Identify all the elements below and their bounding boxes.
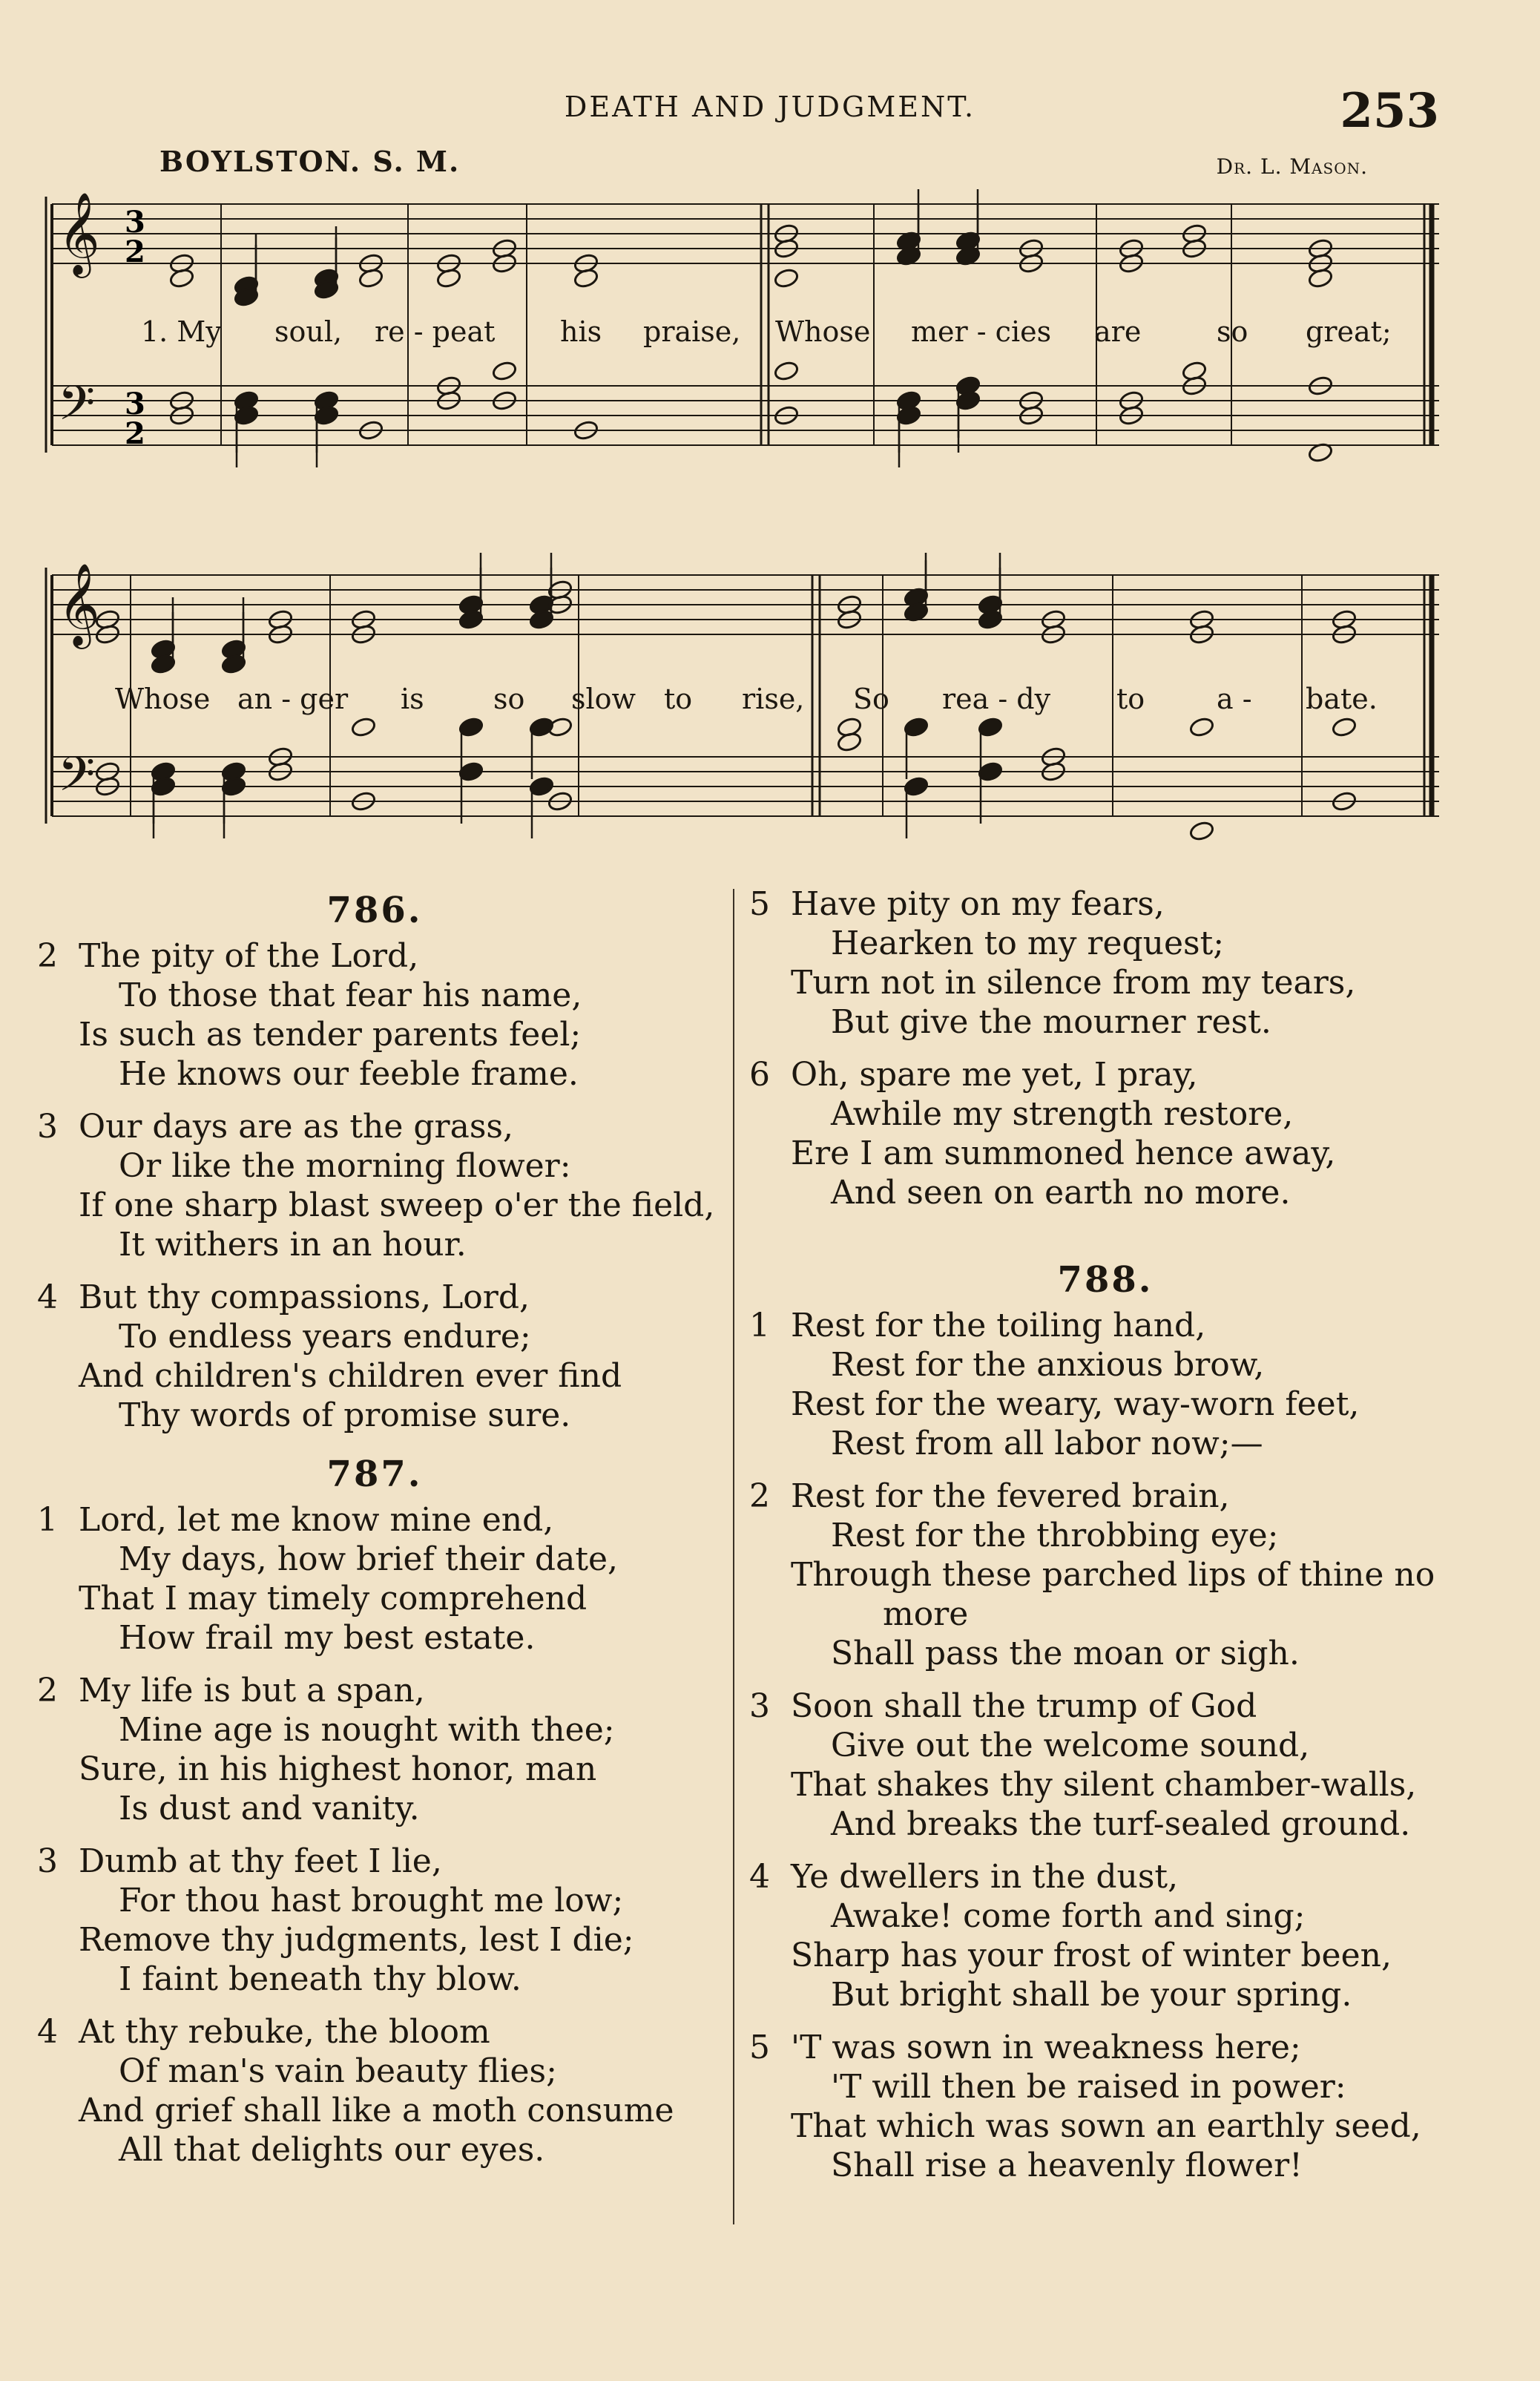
verse-number: 6 <box>749 1056 770 1094</box>
lyric-syllable: to <box>664 683 693 715</box>
stanza <box>749 1055 1461 1212</box>
lyric-syllable: a - <box>1217 683 1252 715</box>
stanza <box>37 2012 712 2170</box>
verse-line: To those that fear his name, <box>119 976 582 1014</box>
verse-line: Have pity on my fears, <box>791 885 1165 923</box>
lyric-syllable: so <box>493 683 525 715</box>
stanza <box>37 1107 715 1264</box>
lyric-syllable: his <box>560 315 602 348</box>
verse-number: 4 <box>749 1858 770 1896</box>
verse-line: At thy rebuke, the bloom <box>79 2013 490 2051</box>
verse-number: 3 <box>37 1842 58 1880</box>
verse-number: 1 <box>749 1307 770 1344</box>
verse-line: Rest for the toiling hand, <box>791 1307 1206 1344</box>
treble-clef: 𝄞 <box>58 191 100 275</box>
lyric-syllable: slow <box>571 683 636 715</box>
verse-line: For thou hast brought me low; <box>119 1882 624 1919</box>
stanza <box>749 1306 1461 1463</box>
verse-line: Thy words of promise sure. <box>119 1396 571 1434</box>
verse-line: Or like the morning flower: <box>119 1147 571 1185</box>
time-signature-top: 3 <box>125 205 145 240</box>
verse-line: Give out the welcome sound, <box>831 1727 1310 1764</box>
stanza <box>749 884 1461 1042</box>
verse-line: But give the mourner rest. <box>831 1003 1271 1041</box>
bass-clef: 𝄢 <box>58 747 96 814</box>
verse-number: 2 <box>749 1477 770 1515</box>
verse-line: Dumb at thy feet I lie, <box>79 1842 442 1880</box>
verse-line: Oh, spare me yet, I pray, <box>791 1056 1198 1094</box>
lyric-syllable: great; <box>1306 315 1392 348</box>
verse-line: But thy compassions, Lord, <box>79 1278 530 1316</box>
lyric-syllable: mer - cies <box>911 315 1052 348</box>
left-column <box>37 884 715 2183</box>
verse-line: Is dust and vanity. <box>119 1790 420 1827</box>
right-column <box>749 884 1461 2198</box>
lyric-syllable: to <box>1116 683 1145 715</box>
verse-line: I faint beneath thy blow. <box>119 1960 521 1998</box>
verse-line: My days, how brief their date, <box>119 1540 619 1578</box>
verse-line: Rest for the fevered brain, <box>791 1477 1230 1515</box>
verse-line: All that delights our eyes. <box>119 2131 545 2169</box>
verse-line: more <box>883 1595 969 1633</box>
verse-line: Of man's vain beauty flies; <box>119 2052 557 2090</box>
bass-note <box>773 360 799 381</box>
column-divider <box>733 889 734 2224</box>
verse-line: Sharp has your frost of winter been, <box>791 1937 1392 1974</box>
hymn-number: 787. <box>326 1454 423 1495</box>
verse-line: That shakes thy silent chamber-walls, <box>791 1766 1417 1804</box>
treble-note <box>773 267 799 289</box>
stanza <box>37 1278 712 1435</box>
verse-line: Mine age is nought with thee; <box>119 1711 615 1749</box>
time-signature-bottom: 2 <box>125 416 145 451</box>
lyric-syllable: rise, <box>742 683 805 715</box>
verse-line: Soon shall the trump of God <box>791 1687 1257 1725</box>
verse-number: 2 <box>37 1672 58 1710</box>
verse-line: Lord, let me know mine end, <box>79 1501 554 1539</box>
lyric-syllable: bate. <box>1306 683 1378 715</box>
verse-line: Ye dwellers in the dust, <box>791 1858 1179 1896</box>
lyric-syllable: an - ger <box>237 683 349 715</box>
stanza <box>37 1842 712 1999</box>
verse-line: And children's children ever find <box>79 1357 622 1395</box>
verse-line: It withers in an hour. <box>119 1226 467 1264</box>
verse-line: Through these parched lips of thine no <box>791 1556 1435 1594</box>
stanza <box>37 1500 712 1658</box>
lyrics-system-2 <box>0 683 1540 720</box>
lyric-syllable: so <box>1217 315 1248 348</box>
time-signature-top: 3 <box>125 387 145 421</box>
stanza <box>37 936 712 1094</box>
tune-name: BOYLSTON. S. M. <box>159 145 461 178</box>
lyric-syllable: re - peat <box>375 315 496 348</box>
lyric-syllable: are <box>1094 315 1142 348</box>
verse-line: If one sharp blast sweep o'er the field, <box>79 1186 715 1224</box>
bass-note <box>1188 820 1214 841</box>
bass-note <box>491 360 517 381</box>
lyric-syllable: Whose <box>115 683 211 715</box>
verse-number: 4 <box>37 1278 58 1316</box>
verse-line: To endless years endure; <box>119 1318 531 1356</box>
verse-line: Rest for the anxious brow, <box>831 1346 1265 1384</box>
verse-number: 3 <box>749 1687 770 1725</box>
verse-line: 'T was sown in weakness here; <box>791 2029 1301 2066</box>
verse-line: That I may timely comprehend <box>79 1580 588 1618</box>
verse-line: Our days are as the grass, <box>79 1108 513 1146</box>
hymn-number: 788. <box>1057 1259 1154 1301</box>
verse-number: 4 <box>37 2013 58 2051</box>
verse-line: Sure, in his highest honor, man <box>79 1750 597 1788</box>
hymn-787 <box>37 1500 712 2170</box>
lyric-syllable: is <box>401 683 424 715</box>
verse-line: Is such as tender parents feel; <box>79 1016 582 1054</box>
time-signature-bottom: 2 <box>125 234 145 269</box>
verse-line: Ere I am summoned hence away, <box>791 1134 1336 1172</box>
verse-line: And breaks the turf-sealed ground. <box>831 1805 1411 1843</box>
verse-line: He knows our feeble frame. <box>119 1055 579 1093</box>
hymn-786 <box>37 936 715 1435</box>
stanza <box>37 1671 712 1828</box>
verse-number: 1 <box>37 1501 58 1539</box>
verse-line: Rest for the weary, way-worn feet, <box>791 1385 1360 1423</box>
verse-line: The pity of the Lord, <box>79 937 419 975</box>
stanza <box>749 1477 1461 1673</box>
verse-line: That which was sown an earthly seed, <box>791 2107 1421 2145</box>
hymn-788 <box>749 1306 1461 2185</box>
stanza <box>749 1687 1461 1844</box>
treble-clef: 𝄞 <box>58 562 100 646</box>
verse-line: How frail my best estate. <box>119 1619 536 1657</box>
page-number: 253 <box>1340 83 1439 139</box>
lyric-syllable: praise, <box>643 315 741 348</box>
lyric-syllable: 1. My <box>141 315 222 348</box>
verse-number: 3 <box>37 1108 58 1146</box>
lyric-syllable: soul, <box>274 315 343 348</box>
verse-line: My life is but a span, <box>79 1672 425 1710</box>
verse-line: Awhile my strength restore, <box>831 1095 1294 1133</box>
verse-line: Turn not in silence from my tears, <box>791 964 1356 1002</box>
lyric-syllable: rea - dy <box>942 683 1051 715</box>
verse-line: Remove thy judgments, lest I die; <box>79 1921 634 1959</box>
lyrics-system-1 <box>0 315 1540 352</box>
verse-line: Shall pass the moan or sigh. <box>831 1635 1300 1672</box>
verse-line: Rest from all labor now;— <box>831 1425 1263 1462</box>
verse-line: Awake! come forth and sing; <box>831 1897 1306 1935</box>
verse-line: 'T will then be raised in power: <box>831 2068 1346 2106</box>
verse-line: And seen on earth no more. <box>831 1174 1291 1212</box>
music-system-2 <box>45 553 1447 887</box>
verse-number: 5 <box>749 885 770 923</box>
verse-number: 2 <box>37 937 58 975</box>
bass-clef: 𝄢 <box>58 376 96 443</box>
hymn-number: 786. <box>326 890 423 931</box>
verse-number: 5 <box>749 2029 770 2066</box>
stanza <box>749 1857 1461 2014</box>
verse-line: Hearken to my request; <box>831 925 1225 962</box>
verse-line: Shall rise a heavenly flower! <box>831 2147 1303 2184</box>
verse-line: Rest for the throbbing eye; <box>831 1517 1279 1554</box>
lyric-syllable: Whose <box>775 315 871 348</box>
lyric-syllable: So <box>853 683 889 715</box>
running-head: DEATH AND JUDGMENT. <box>564 91 976 123</box>
stanza <box>749 2028 1461 2185</box>
verse-line: But bright shall be your spring. <box>831 1976 1352 2014</box>
composer-credit: Dr. L. Mason. <box>1216 154 1368 179</box>
music-system-1 <box>45 189 1447 516</box>
hymn-787-continued <box>749 884 1461 1212</box>
verse-line: And grief shall like a moth consume <box>79 2092 674 2129</box>
